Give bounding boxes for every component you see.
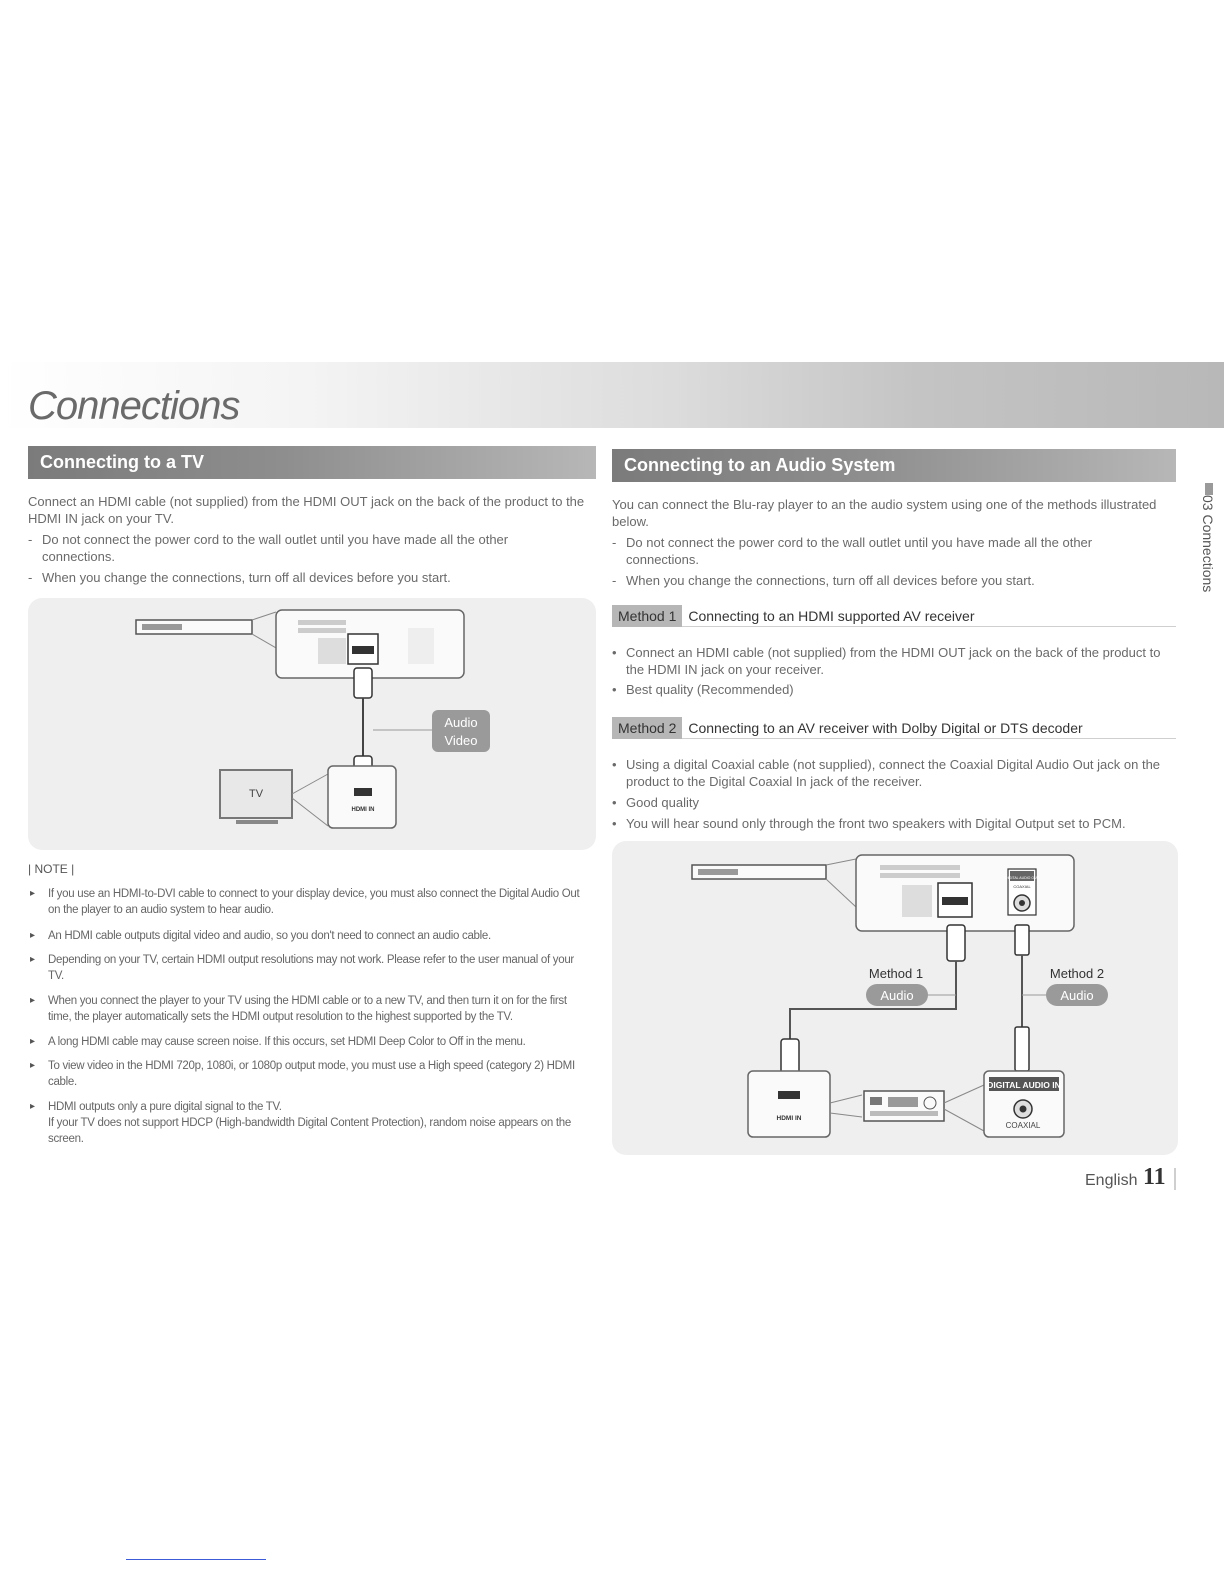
tv-intro-text: Connect an HDMI cable (not supplied) from the HDMI OUT jack on the back of the product to the HDMI IN jack on your TV.: [28, 494, 585, 526]
note-item-extra: If your TV does not support HDCP (High-bandwidth Digital Content Protection), random noise appears on the screen.: [48, 1117, 571, 1145]
bluray-player-icon: [692, 859, 856, 907]
badge-audio-text: Audio: [444, 715, 478, 730]
receiver-hdmi-in-zoom: [748, 1071, 862, 1137]
method2-heading: [612, 717, 1176, 739]
footnote-rule: [126, 1559, 266, 1560]
method2-tag: Method 2: [612, 717, 682, 739]
coaxial-cable-icon: [1015, 925, 1029, 1071]
method2-bullet: • You will hear sound only through the front two speakers with Digital Output set to PCM.: [612, 815, 1178, 832]
audio-caution-2: - When you change the connections, turn off all devices before you start.: [612, 572, 1132, 589]
method1-bullet: • Best quality (Recommended): [612, 681, 1172, 698]
section-heading-tv: Connecting to a TV: [28, 446, 596, 479]
digital-audio-out-label: DIGITAL AUDIO OUT: [1005, 876, 1039, 880]
footer-language: English: [1085, 1172, 1138, 1189]
method2-bullet: • Using a digital Coaxial cable (not supplied), connect the Coaxial Digital Audio Out jack on the product to the Digital Coaxial In jack of the receiver.: [612, 756, 1178, 790]
audio-intro-text: You can connect the Blu-ray player to an the audio system using one of the methods illustrated below.: [612, 497, 1157, 529]
page-title: Connections: [28, 384, 240, 428]
note-item: ▸ If you use an HDMI-to-DVI cable to connect to your display device, you must also connect the Digital Audio Out on the player to an audio system to hear audio.: [30, 886, 590, 918]
audio-diagram-svg: [612, 841, 1178, 1155]
note-item-text: ▸ HDMI outputs only a pure digital signal to the TV.: [48, 1101, 282, 1113]
tv-label: TV: [248, 788, 264, 800]
method2-label: Method 2: [1049, 966, 1105, 981]
coaxial-small-label: COAXIAL: [1013, 884, 1031, 889]
method1-label: Method 1: [868, 966, 924, 981]
method1-title: Connecting to an HDMI supported AV receiver: [688, 608, 975, 624]
tv-icon: [220, 770, 328, 826]
method2-audio-text: Audio: [1060, 988, 1094, 1003]
badge-video-text: Video: [444, 733, 478, 748]
coaxial-label: COAXIAL: [1005, 1121, 1041, 1130]
note-item: ▸ To view video in the HDMI 720p, 1080i, or 1080p output mode, you must use a High speed (category 2) HDMI cable.: [30, 1058, 590, 1090]
note-heading: | NOTE |: [28, 862, 75, 876]
page-number: 11: [1143, 1164, 1166, 1190]
side-tab-label: 03 Connections: [1200, 495, 1216, 593]
section-heading-audio: Connecting to an Audio System: [612, 449, 1176, 482]
method1-tag: Method 1: [612, 605, 682, 627]
note-item: ▸ When you connect the player to your TV using the HDMI cable or to a new TV, and then turn it on for the first time, the player automatically sets the HDMI output resolution to the highest supported by the TV.: [30, 993, 590, 1025]
tv-caution-1: - Do not connect the power cord to the wall outlet until you have made all the other connections.: [28, 531, 558, 565]
tv-connection-diagram: [28, 598, 596, 850]
digital-audio-in-label: DIGITAL AUDIO IN: [987, 1080, 1061, 1090]
av-receiver-icon: [864, 1085, 984, 1131]
player-rear-panel-zoom: [856, 855, 1074, 931]
audio-connection-diagram: [612, 841, 1178, 1155]
tv-diagram-svg: [28, 598, 596, 850]
note-item: [30, 1099, 590, 1147]
method1-bullet: • Connect an HDMI cable (not supplied) from the HDMI OUT jack on the back of the product to the HDMI IN jack on your receiver.: [612, 644, 1172, 678]
method2-bullet: • Good quality: [612, 794, 1178, 811]
receiver-digital-audio-in-zoom: [984, 1071, 1064, 1137]
tv-hdmi-in-zoom: [328, 766, 396, 828]
method1-heading: [612, 605, 1176, 627]
note-item: ▸ Depending on your TV, certain HDMI output resolutions may not work. Please refer to the user manual of your TV.: [30, 952, 590, 984]
method1-audio-text: Audio: [880, 988, 914, 1003]
method2-title: Connecting to an AV receiver with Dolby Digital or DTS decoder: [688, 720, 1083, 736]
footer-divider: [1174, 1168, 1176, 1190]
tv-caution-2: - When you change the connections, turn off all devices before you start.: [28, 569, 558, 586]
hdmi-in-label: HDMI IN: [776, 1115, 802, 1122]
audio-caution-1: - Do not connect the power cord to the wall outlet until you have made all the other connections.: [612, 534, 1132, 568]
note-item: ▸ An HDMI cable outputs digital video and audio, so you don't need to connect an audio cable.: [30, 928, 590, 944]
side-tab-marker: [1205, 483, 1213, 495]
hdmi-in-label: HDMI IN: [351, 807, 375, 813]
note-item: ▸ A long HDMI cable may cause screen noise. If this occurs, set HDMI Deep Color to Off in the menu.: [30, 1034, 590, 1050]
